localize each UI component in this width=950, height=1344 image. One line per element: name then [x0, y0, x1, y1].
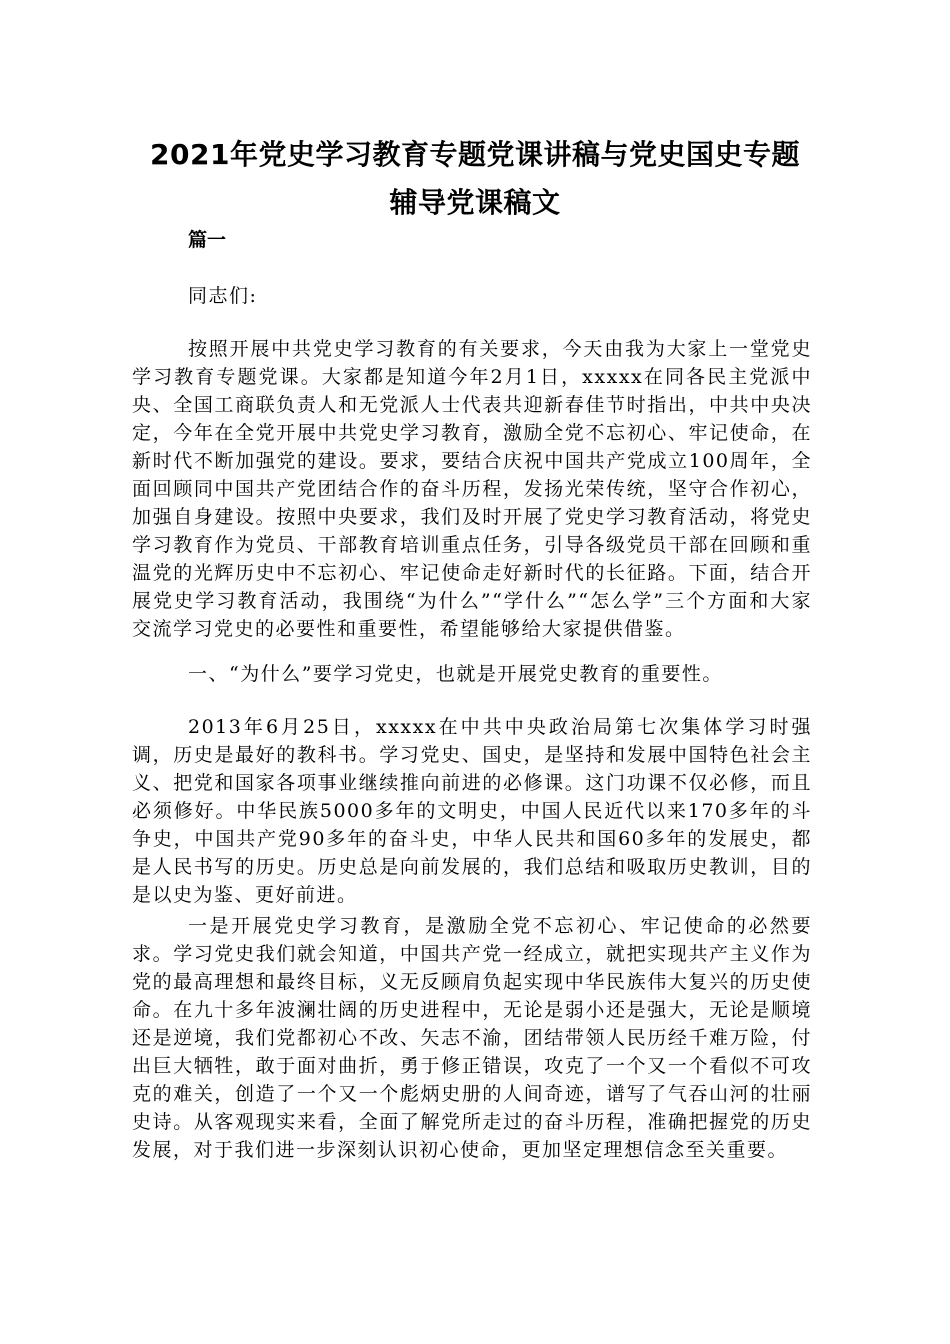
- body-paragraph-2: 2013年6月25日，xxxxx在中共中央政治局第七次集体学习时强调，历史是最好的教科书。学习党史、国史，是坚持和发展中国特色社会主义、把党和国家各项事业继续推向前进的必修课。这门功课不仅必修，而且必须修好。中华民族5000多年的文明史，中国人民近代以来170多年的斗争史，中国共产党90多年的奋斗史，中华人民共和国60多年的发展史，都是人民书写的历史。历史总是向前发展的，我们总结和吸取历史教训，目的是以史为鉴、更好前进。: [132, 716, 812, 906]
- salutation: 同志们:: [188, 285, 258, 307]
- body-paragraph-3: 一是开展党史学习教育，是激励全党不忘初心、牢记使命的必然要求。学习党史我们就会知道，中国共产党一经成立，就把实现共产主义作为党的最高理想和最终目标，义无反顾肩负起实现中华民族伟大复兴的历史使命。在九十多年波澜壮阔的历史进程中，无论是弱小还是强大，无论是顺境还是逆境，我们党都初心不改、矢志不渝，团结带领人民历经千难万险，付出巨大牺牲，敢于面对曲折，勇于修正错误，攻克了一个又一个看似不可攻克的难关，创造了一个又一个彪炳史册的人间奇迹，谱写了气吞山河的壮丽史诗。从客观现实来看，全面了解党所走过的奋斗历程，准确把握党的历史发展，对于我们进一步深刻认识初心使命，更加坚定理想信念至关重要。: [132, 915, 812, 1161]
- body-paragraph-1: 按照开展中共党史学习教育的有关要求，今天由我为大家上一堂党史学习教育专题党课。大家都是知道今年2月1日，xxxxx在同各民主党派中央、全国工商联负责人和无党派人士代表共迎新春佳节时指出，中共中央决定，今年在全党开展中共党史学习教育，激励全党不忘初心、牢记使命，在新时代不断加强党的建设。要求，要结合庆祝中国共产党成立100周年，全面回顾同中国共产党团结合作的奋斗历程，发扬光荣传统，坚守合作初心，加强自身建设。按照中央要求，我们及时开展了党史学习教育活动，将党史学习教育作为党员、干部教育培训重点任务，引导各级党员干部在回顾和重温党的光辉历史中不忘初心、牢记使命走好新时代的长征路。下面，结合开展党史学习教育活动，我围绕“为什么”“学什么”“怎么学”三个方面和大家交流学习党史的必要性和重要性，希望能够给大家提供借鉴。: [132, 338, 812, 640]
- document-title-line-1: 2021年党史学习教育专题党课讲稿与党史国史专题: [150, 138, 800, 171]
- document-title-line-2: 辅导党课稿文: [389, 186, 561, 219]
- section-heading-1: 一、“为什么”要学习党史，也就是开展党史教育的重要性。: [188, 663, 723, 685]
- section-label: 篇一: [188, 229, 227, 251]
